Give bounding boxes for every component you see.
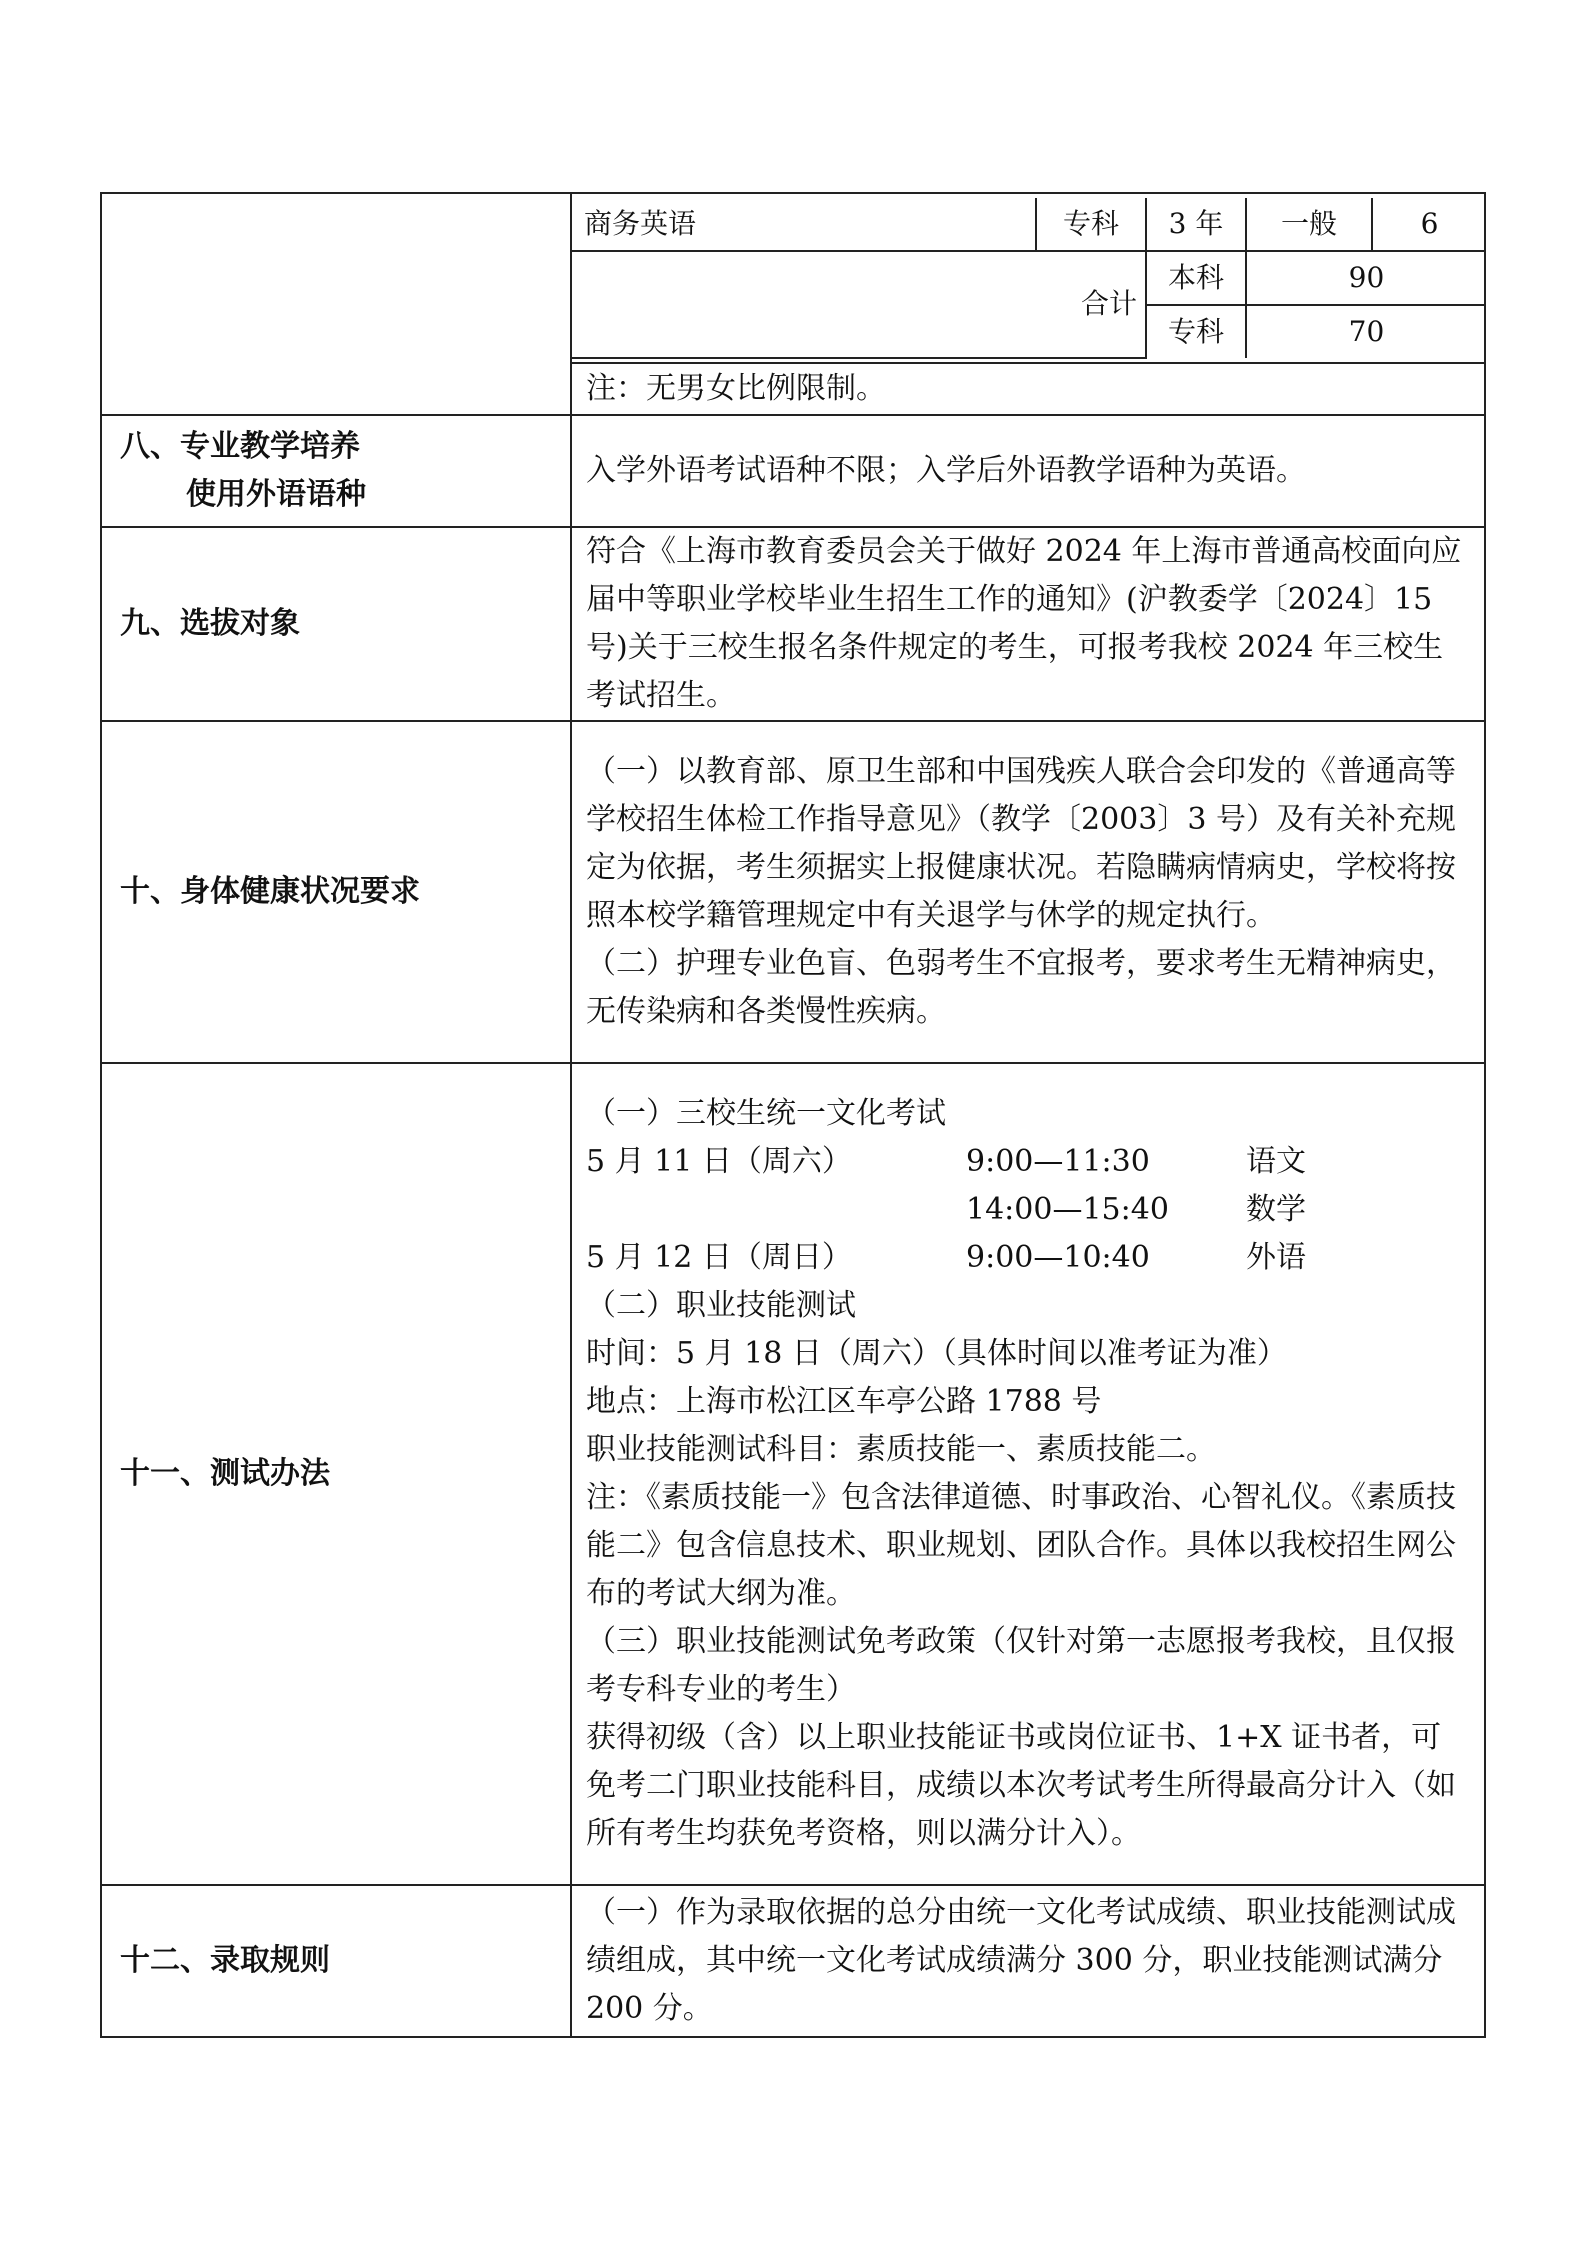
section-10-row xyxy=(101,721,1485,1063)
schedule-date: 5 月 11 日（周六） xyxy=(586,1144,852,1179)
schedule-date xyxy=(586,1186,966,1234)
section-12-row xyxy=(101,1885,1485,2037)
schedule-row xyxy=(586,1138,1470,1186)
major-years: 3 年 xyxy=(1146,198,1246,251)
section-11-h2: （二）职业技能测试 xyxy=(586,1288,856,1323)
schedule-subject: 外语 xyxy=(1246,1240,1306,1275)
schedule-row xyxy=(586,1234,1470,1282)
section-8-label xyxy=(101,415,571,527)
section-8-content: 入学外语考试语种不限；入学后外语教学语种为英语。 xyxy=(571,415,1485,527)
section-8-label-line1: 八、专业教学培养 xyxy=(120,429,360,464)
section-10-label: 十、身体健康状况要求 xyxy=(101,721,571,1063)
schedule-time: 9:00—11:30 xyxy=(966,1144,1150,1179)
quota-cell xyxy=(571,193,1485,363)
total-count-1: 90 xyxy=(1246,251,1485,305)
test-note: 注：《素质技能一》包含法律道德、时事政治、心智礼仪。《素质技能二》包含信息技术、职业规划、团队合作。具体以我校招生网公布的考试大纲为准。 xyxy=(586,1480,1456,1611)
schedule-row xyxy=(586,1186,1470,1234)
section-11-h1: （一）三校生统一文化考试 xyxy=(586,1096,946,1131)
section-8-label-line2: 使用外语语种 xyxy=(186,477,366,512)
section-10-p2: （二）护理专业色盲、色弱考生不宜报考，要求考生无精神病史，无传染病和各类慢性疾病。 xyxy=(586,946,1456,1029)
section-9-label: 九、选拔对象 xyxy=(101,527,571,721)
section-8-row xyxy=(101,415,1485,527)
section-10-content xyxy=(571,721,1485,1063)
test-time: 时间：5 月 18 日（周六）（具体时间以准考证为准） xyxy=(586,1336,1287,1371)
section-11-label: 十一、测试办法 xyxy=(101,1063,571,1885)
section-12-content: （一）作为录取依据的总分由统一文化考试成绩、职业技能测试成绩组成，其中统一文化考试成绩满分 300 分，职业技能测试满分 200 分。 xyxy=(571,1885,1485,2037)
total-level-1: 本科 xyxy=(1146,251,1246,305)
section-9-content: 符合《上海市教育委员会关于做好 2024 年上海市普通高校面向应届中等职业学校毕业生招生工作的通知》(沪教委学〔2024〕15 号)关于三校生报名条件规定的考生，可报考我校 2024 年三校生考试招生。 xyxy=(571,527,1485,721)
total-label: 合计 xyxy=(572,251,1146,358)
test-subjects: 职业技能测试科目：素质技能一、素质技能二。 xyxy=(586,1432,1216,1467)
total-row-1 xyxy=(572,251,1485,305)
admission-rules-table xyxy=(100,192,1486,2038)
major-name: 商务英语 xyxy=(572,198,1036,251)
section-11-h3: （三）职业技能测试免考政策（仅针对第一志愿报考我校，且仅报考专科专业的考生） xyxy=(586,1624,1456,1707)
total-level-2: 专科 xyxy=(1146,305,1246,358)
schedule-subject: 语文 xyxy=(1246,1144,1306,1179)
section-11-row xyxy=(101,1063,1485,1885)
total-count-2: 70 xyxy=(1246,305,1485,358)
section-12-label: 十二、录取规则 xyxy=(101,1885,571,2037)
major-category: 一般 xyxy=(1246,198,1372,251)
quota-label-cell xyxy=(101,193,571,415)
major-level: 专科 xyxy=(1036,198,1146,251)
quota-table xyxy=(572,198,1485,359)
test-place: 地点：上海市松江区车亭公路 1788 号 xyxy=(586,1384,1102,1419)
schedule-time: 14:00—15:40 xyxy=(966,1192,1169,1227)
schedule-time: 9:00—10:40 xyxy=(966,1240,1150,1275)
exempt-policy: 获得初级（含）以上职业技能证书或岗位证书、1+X 证书者，可免考二门职业技能科目，成绩以本次考试考生所得最高分计入（如所有考生均获免考资格，则以满分计入）。 xyxy=(586,1720,1456,1851)
schedule-subject: 数学 xyxy=(1246,1192,1306,1227)
quota-note: 注：无男女比例限制。 xyxy=(571,363,1485,415)
major-count: 6 xyxy=(1372,198,1485,251)
section-10-p1: （一）以教育部、原卫生部和中国残疾人联合会印发的《普通高等学校招生体检工作指导意见》（教学〔2003〕3 号）及有关补充规定为依据，考生须据实上报健康状况。若隐瞒病情病史，学校将按照本校学籍管理规定中有关退学与休学的规定执行。 xyxy=(586,754,1456,933)
section-9-row xyxy=(101,527,1485,721)
section-11-content xyxy=(571,1063,1485,1885)
schedule-date: 5 月 12 日（周日） xyxy=(586,1240,852,1275)
quota-major-row xyxy=(572,198,1485,251)
quota-row xyxy=(101,193,1485,363)
